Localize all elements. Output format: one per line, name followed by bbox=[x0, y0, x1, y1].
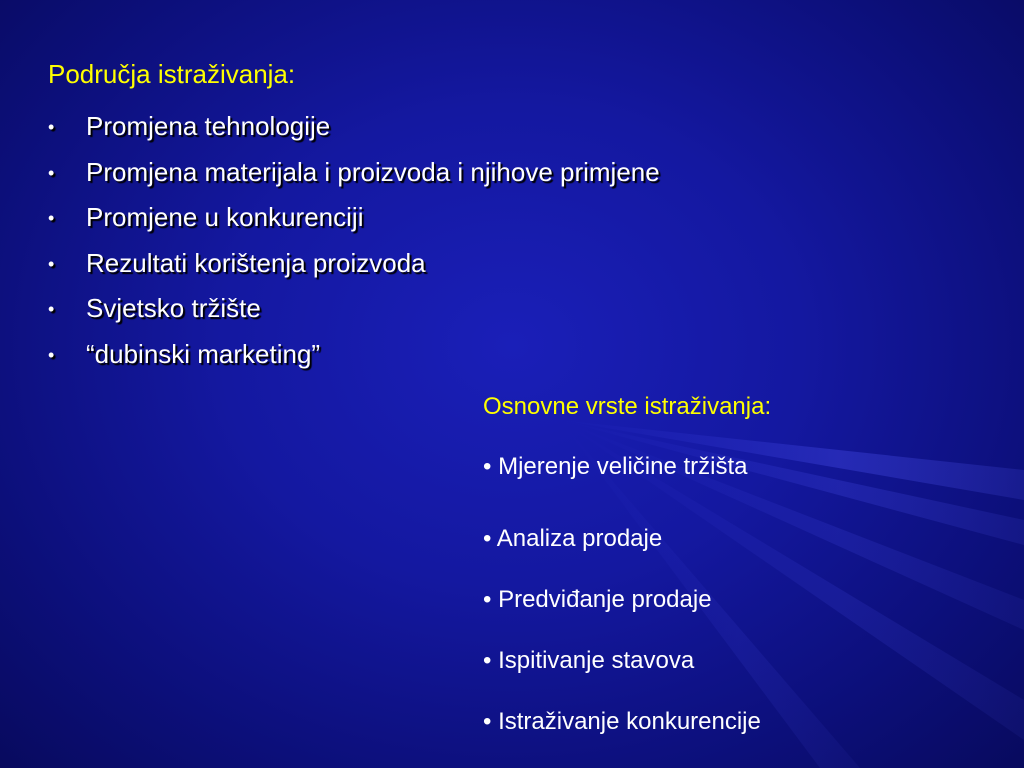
bullet-icon: • bbox=[48, 117, 55, 137]
list-item: • Istraživanje konkurencije bbox=[483, 708, 761, 735]
bullet-icon: • bbox=[48, 253, 55, 274]
right-heading: Osnovne vrste istraživanja: bbox=[483, 393, 772, 420]
bullet-icon: • bbox=[48, 208, 55, 228]
list-item: • Analiza prodaje bbox=[483, 525, 663, 552]
list-item bbox=[48, 104, 660, 150]
bullet-icon: • bbox=[48, 162, 55, 183]
bullet-icon: • bbox=[48, 344, 55, 365]
left-bullet-list bbox=[48, 104, 660, 377]
list-item-text: Rezultati korištenja proizvoda bbox=[86, 247, 426, 278]
list-item-text: “dubinski marketing” bbox=[86, 338, 321, 369]
right-bullet-list bbox=[483, 447, 771, 752]
left-heading: Područja istraživanja: bbox=[48, 59, 296, 89]
list-item: • Predviđanje prodaje bbox=[483, 586, 712, 613]
list-item-text: Svjetsko tržište bbox=[86, 293, 261, 323]
right-section bbox=[483, 387, 771, 752]
list-item-text: Promjena materijala i proizvoda i njihove primjene bbox=[86, 156, 660, 187]
list-item bbox=[48, 195, 660, 241]
list-item bbox=[48, 241, 660, 287]
list-item-text: Promjena tehnologije bbox=[86, 111, 331, 141]
list-item bbox=[48, 332, 660, 378]
list-item-text: Promjene u konkurenciji bbox=[86, 202, 364, 232]
list-item bbox=[48, 150, 660, 196]
bullet-icon: • bbox=[48, 299, 55, 319]
list-item bbox=[48, 286, 660, 332]
list-item: • Ispitivanje stavova bbox=[483, 647, 695, 674]
list-item: • Mjerenje veličine tržišta bbox=[483, 453, 748, 480]
